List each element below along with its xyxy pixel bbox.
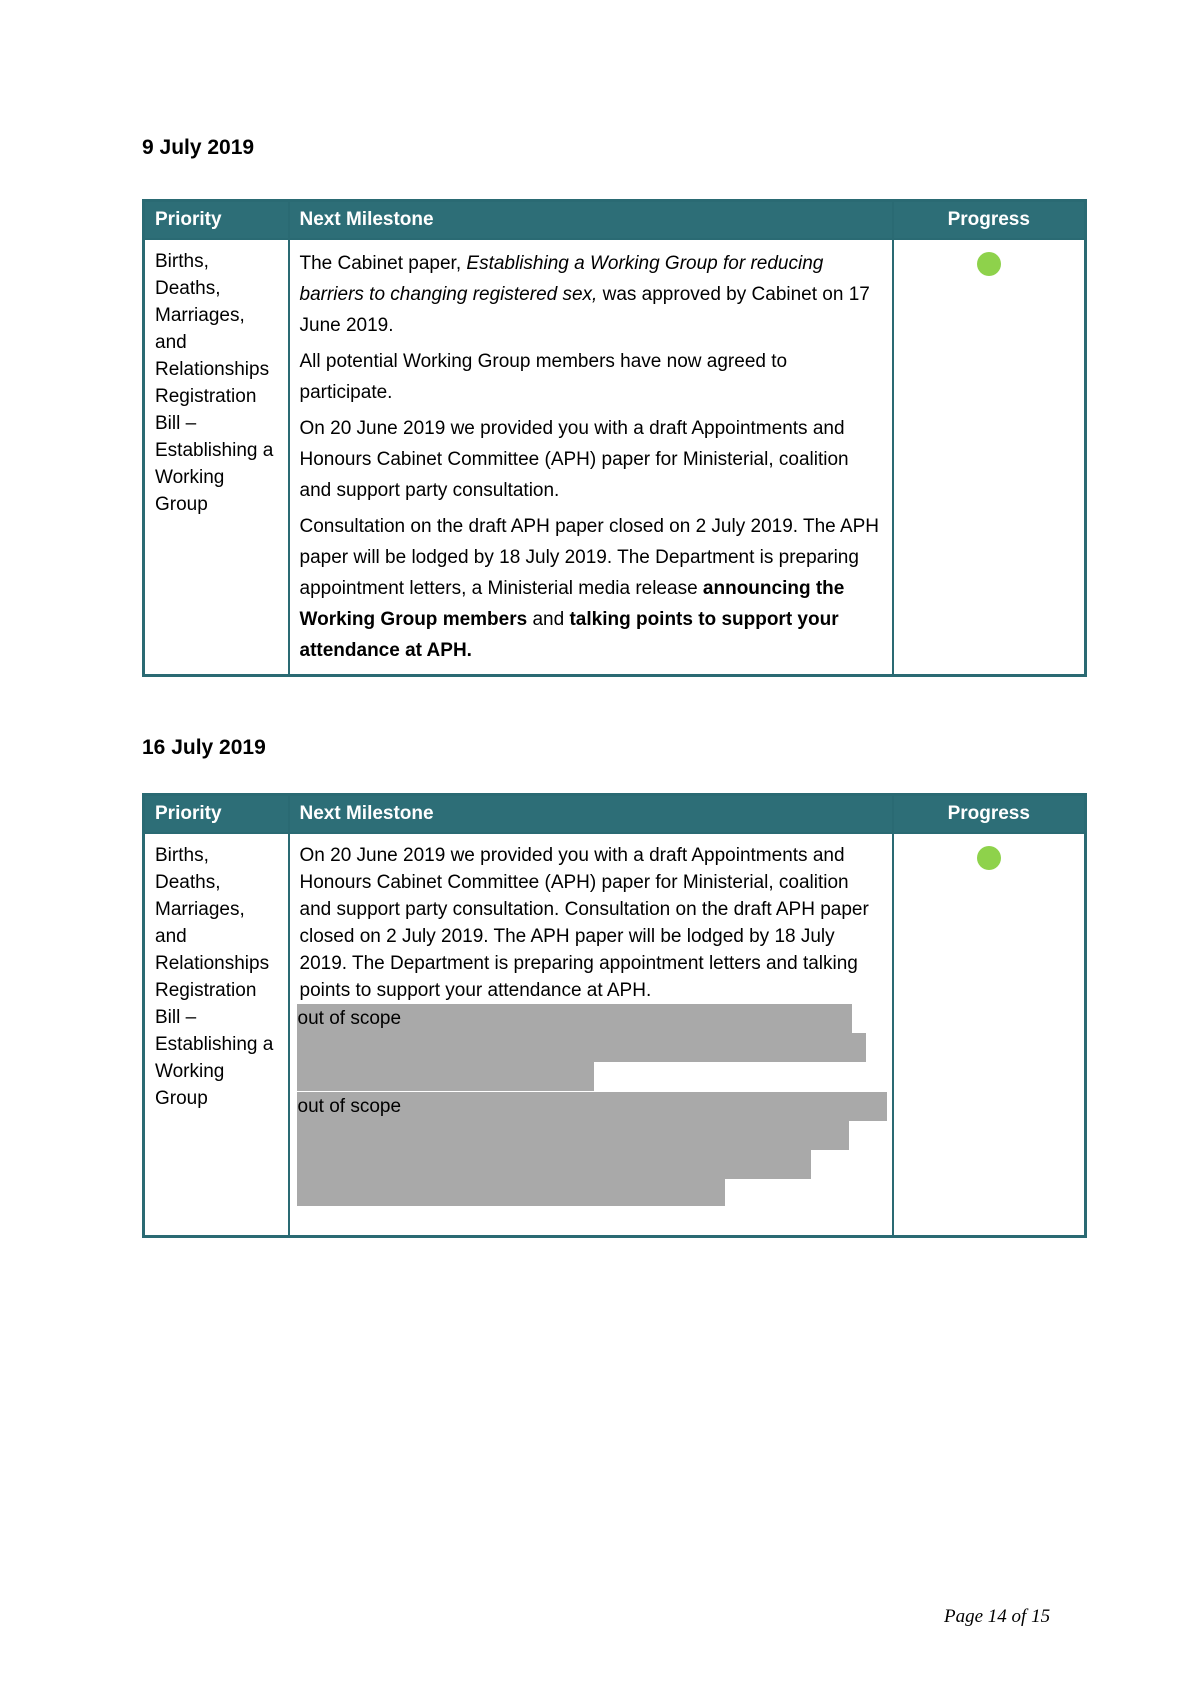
redaction-bar	[297, 1033, 866, 1062]
text-run: Consultation on the draft APH paper closed on 2 July 2019. The APH paper will be lodged by 18 July 2019. The Department is preparing appointment letters, a Ministerial media release	[299, 516, 880, 599]
milestone-table	[142, 199, 1087, 677]
redaction-bar	[297, 1121, 849, 1150]
milestone-header: Next Milestone	[289, 201, 893, 240]
progress-status-icon	[977, 846, 1001, 870]
priority-cell	[144, 833, 289, 1236]
redaction-label: out of scope	[297, 1008, 402, 1029]
table-row	[144, 239, 1086, 676]
paper-title: Establishing a Working Group for reducing barriers to changing registered sex,	[299, 253, 824, 305]
milestone-paragraph: All potential Working Group members have now agreed to participate.	[299, 351, 788, 403]
milestone-cell	[289, 239, 893, 676]
section-date: 16 July 2019	[142, 736, 266, 759]
priority-header: Priority	[144, 201, 289, 240]
redaction-label: out of scope	[297, 1096, 402, 1117]
milestone-table	[142, 793, 1087, 1238]
progress-header: Progress	[893, 201, 1086, 240]
table-header-row	[144, 201, 1086, 240]
table-header-row	[144, 795, 1086, 834]
text-run: The Cabinet paper,	[299, 253, 467, 274]
redaction-block	[297, 1004, 882, 1091]
priority-cell	[144, 239, 289, 676]
progress-status-icon	[977, 252, 1001, 276]
milestone-paragraph	[300, 511, 882, 666]
bold-text: announcing the Working Group members	[299, 578, 845, 630]
progress-cell	[893, 833, 1086, 1236]
page-number: Page 14 of 15	[944, 1606, 1051, 1627]
section-date: 9 July 2019	[142, 136, 255, 159]
bold-text: talking points to support your attendance at APH.	[299, 609, 839, 661]
text-run: was approved by Cabinet on 17 June 2019.	[299, 284, 870, 336]
redaction-bar	[297, 1150, 811, 1179]
milestone-paragraph: On 20 June 2019 we provided you with a draft Appointments and Honours Cabinet Committee (APH) paper for Ministerial, coalition and support party consultation. Consultation on the draft APH paper closed on 2 July 2019. The APH paper will be lodged by 18 July 2019. The Department is preparing appointment letters and talking points to support your attendance at APH.	[299, 845, 869, 1001]
priority-text: Births, Deaths, Marriages, and Relationships Registration Bill – Establishing a Working Group	[155, 251, 274, 515]
redaction-block	[297, 1092, 882, 1206]
milestone-header: Next Milestone	[289, 795, 893, 834]
redaction-bar	[297, 1062, 594, 1091]
priority-text: Births, Deaths, Marriages, and Relationships Registration Bill – Establishing a Working Group	[155, 845, 274, 1109]
text-run: and	[527, 609, 570, 630]
progress-cell	[893, 239, 1086, 676]
table-row	[144, 833, 1086, 1236]
milestone-paragraph: On 20 June 2019 we provided you with a draft Appointments and Honours Cabinet Committee (APH) paper for Ministerial, coalition and support party consultation.	[299, 418, 849, 501]
milestone-paragraph	[300, 248, 882, 341]
priority-header: Priority	[144, 795, 289, 834]
milestone-cell	[289, 833, 893, 1236]
progress-header: Progress	[893, 795, 1086, 834]
redaction-bar	[297, 1179, 725, 1206]
